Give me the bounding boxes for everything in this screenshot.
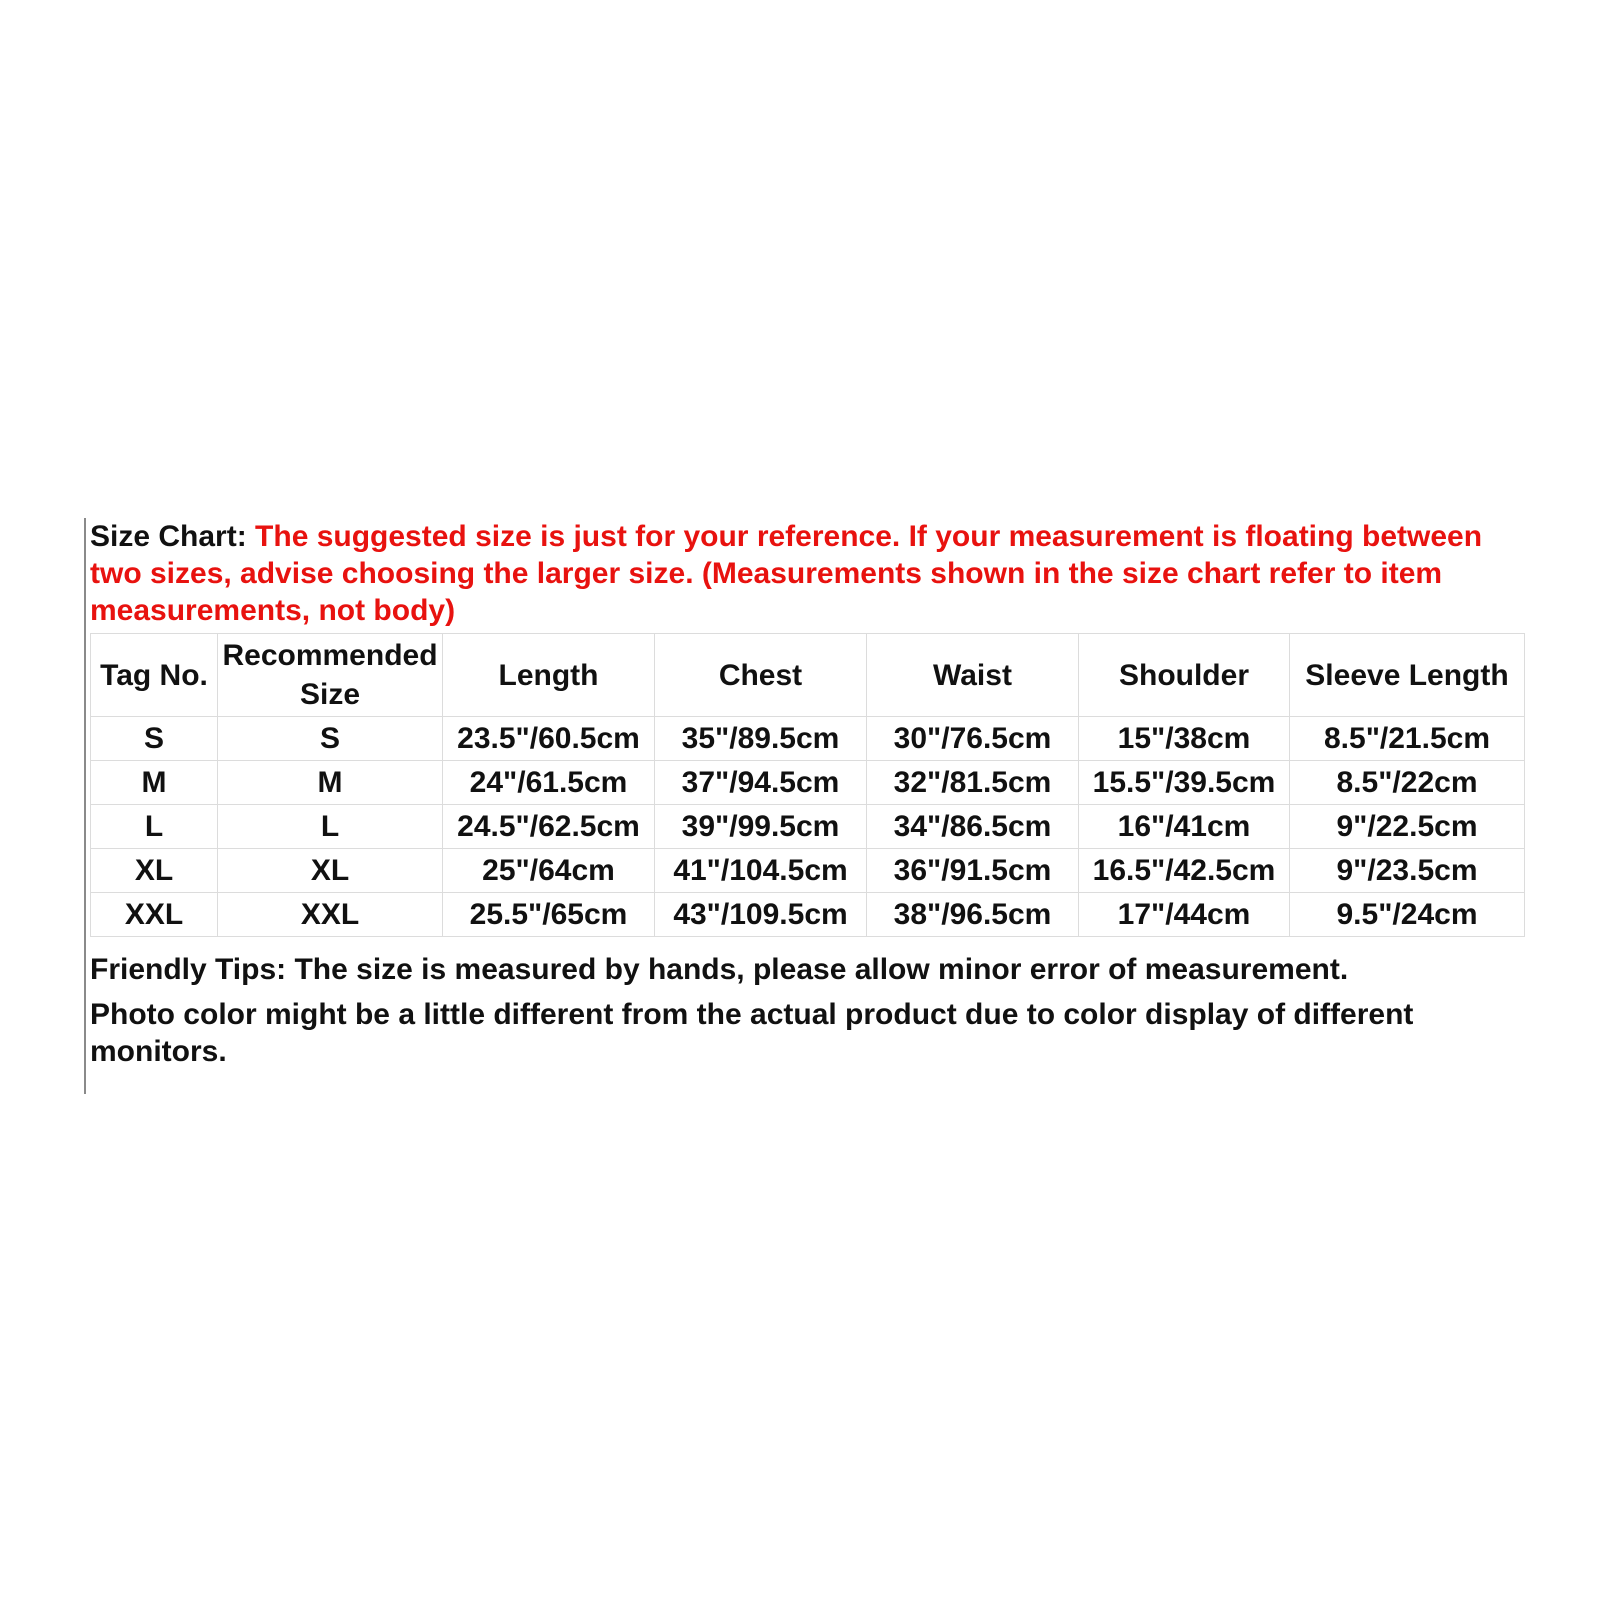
cell-waist: 38"/96.5cm [867,893,1079,937]
header-recommended-size: Recommended Size [218,634,443,717]
header-tag-no: Tag No. [91,634,218,717]
cell-length: 24.5"/62.5cm [443,805,655,849]
cell-sleeve-length: 8.5"/21.5cm [1290,717,1525,761]
table-row [91,849,1525,893]
cell-tag-no: S [91,717,218,761]
cell-chest: 35"/89.5cm [655,717,867,761]
cell-sleeve-length: 9"/22.5cm [1290,805,1525,849]
cell-recommended-size: M [218,761,443,805]
size-chart-intro [90,518,1510,629]
header-chest: Chest [655,634,867,717]
tips-measurement-note: Friendly Tips: The size is measured by hands, please allow minor error of measurement. [90,953,1349,986]
cell-chest: 41"/104.5cm [655,849,867,893]
cell-recommended-size: XXL [218,893,443,937]
cell-tag-no: L [91,805,218,849]
friendly-tips [90,951,1510,1070]
cell-waist: 34"/86.5cm [867,805,1079,849]
table-row [91,761,1525,805]
cell-shoulder: 17"/44cm [1079,893,1290,937]
header-length: Length [443,634,655,717]
size-chart-label: Size Chart: [90,520,247,553]
cell-tag-no: XXL [91,893,218,937]
size-table [90,633,1525,937]
cell-recommended-size: L [218,805,443,849]
cell-waist: 36"/91.5cm [867,849,1079,893]
header-waist: Waist [867,634,1079,717]
cell-shoulder: 15.5"/39.5cm [1079,761,1290,805]
cell-chest: 39"/99.5cm [655,805,867,849]
cell-chest: 43"/109.5cm [655,893,867,937]
cell-tag-no: M [91,761,218,805]
size-chart-notice: The suggested size is just for your reference. If your measurement is floating between two sizes, advise choosing the larger size. (Measurements shown in the size chart refer to item measurements, not body) [90,520,1483,627]
cell-shoulder: 16"/41cm [1079,805,1290,849]
cell-tag-no: XL [91,849,218,893]
cell-sleeve-length: 9"/23.5cm [1290,849,1525,893]
cell-recommended-size: XL [218,849,443,893]
cell-chest: 37"/94.5cm [655,761,867,805]
table-row [91,805,1525,849]
cell-sleeve-length: 9.5"/24cm [1290,893,1525,937]
cell-waist: 32"/81.5cm [867,761,1079,805]
cell-length: 25"/64cm [443,849,655,893]
cell-recommended-size: S [218,717,443,761]
cell-length: 23.5"/60.5cm [443,717,655,761]
header-sleeve-length: Sleeve Length [1290,634,1525,717]
tips-color-note: Photo color might be a little different from the actual product due to color display of different monitors. [90,998,1414,1068]
cell-length: 25.5"/65cm [443,893,655,937]
table-row [91,717,1525,761]
cell-length: 24"/61.5cm [443,761,655,805]
table-header-row [91,634,1525,717]
size-chart-document [84,518,1530,1094]
cell-sleeve-length: 8.5"/22cm [1290,761,1525,805]
cell-shoulder: 15"/38cm [1079,717,1290,761]
header-shoulder: Shoulder [1079,634,1290,717]
cell-waist: 30"/76.5cm [867,717,1079,761]
cell-shoulder: 16.5"/42.5cm [1079,849,1290,893]
table-row [91,893,1525,937]
